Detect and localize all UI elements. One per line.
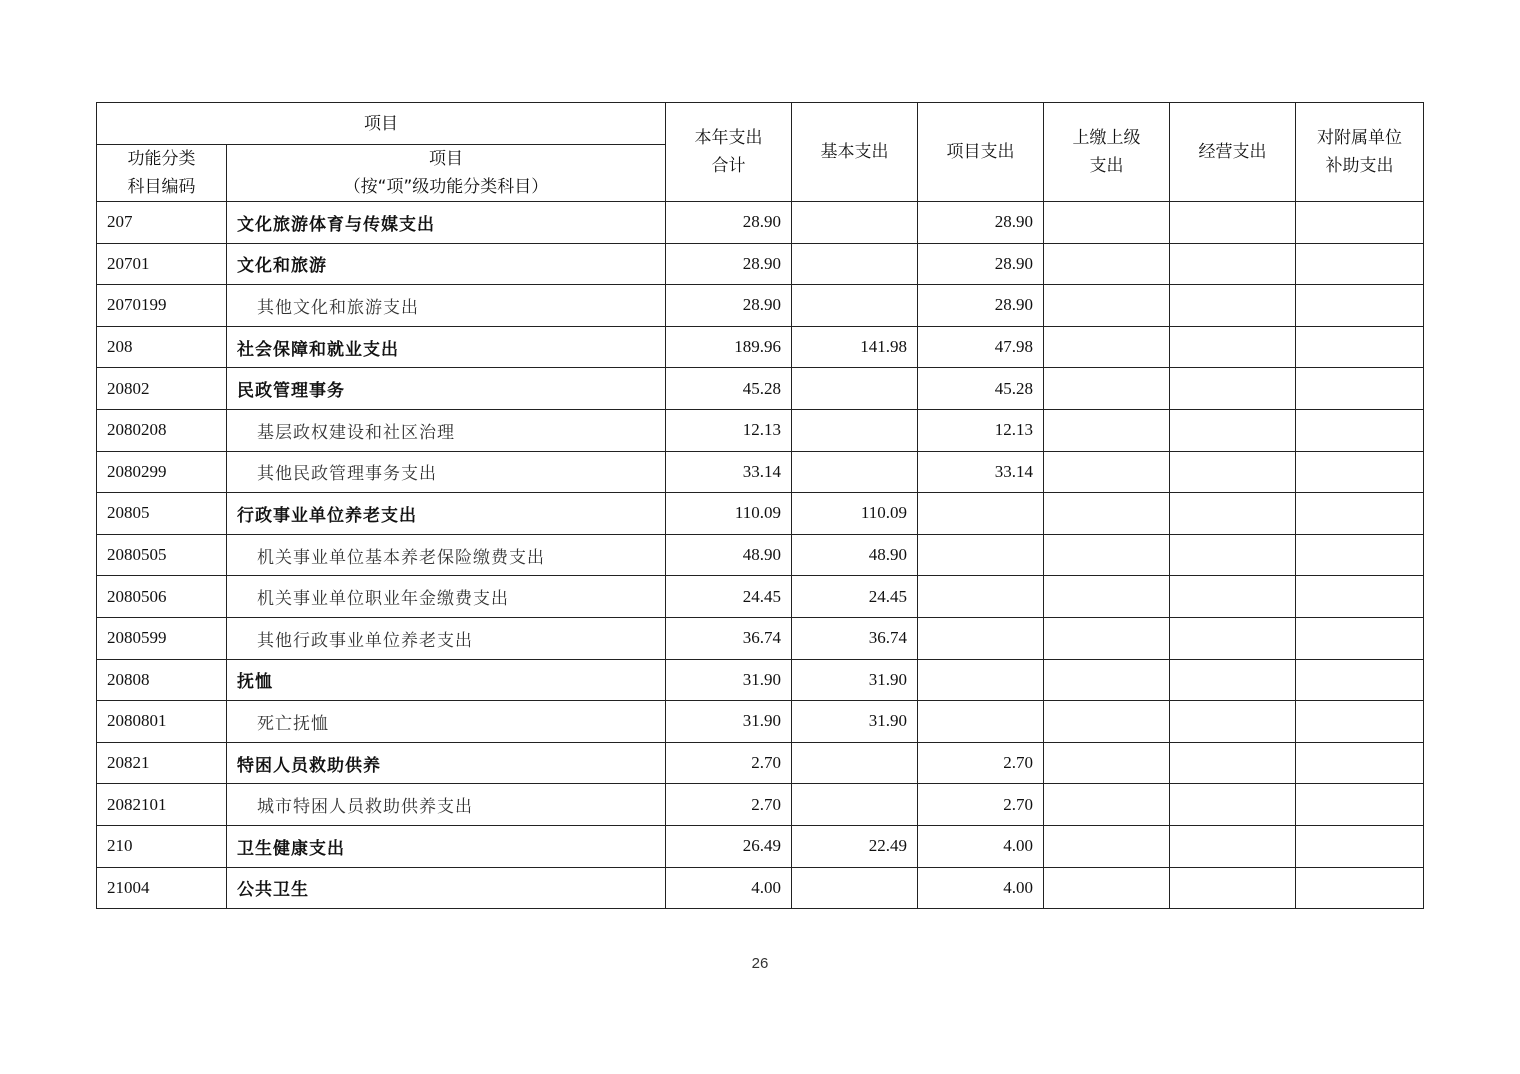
cell-basic [792,867,918,909]
cell-subsidy [1296,451,1424,493]
cell-operating [1170,617,1296,659]
cell-name: 卫生健康支出 [227,825,666,867]
cell-name: 民政管理事务 [227,368,666,410]
cell-project [918,617,1044,659]
cell-operating [1170,243,1296,285]
table-row [97,409,1424,451]
cell-basic: 48.90 [792,534,918,576]
header-total [666,103,792,202]
cell-name: 文化旅游体育与传媒支出 [227,202,666,244]
cell-total: 36.74 [666,617,792,659]
cell-total: 12.13 [666,409,792,451]
table-row [97,285,1424,327]
cell-operating [1170,493,1296,535]
cell-name: 其他行政事业单位养老支出 [227,617,666,659]
cell-remit [1044,368,1170,410]
cell-code: 20821 [97,742,227,784]
cell-subsidy [1296,285,1424,327]
cell-project: 45.28 [918,368,1044,410]
cell-name: 城市特困人员救助供养支出 [227,784,666,826]
cell-operating [1170,202,1296,244]
cell-operating [1170,576,1296,618]
cell-total: 189.96 [666,326,792,368]
cell-total: 31.90 [666,659,792,701]
cell-code: 2082101 [97,784,227,826]
cell-project: 2.70 [918,742,1044,784]
cell-operating [1170,451,1296,493]
table-row [97,867,1424,909]
cell-subsidy [1296,617,1424,659]
cell-total: 26.49 [666,825,792,867]
cell-remit [1044,742,1170,784]
cell-operating [1170,742,1296,784]
table-row [97,576,1424,618]
table-row [97,493,1424,535]
header-remit-line2: 支出 [1089,156,1124,176]
cell-code: 21004 [97,867,227,909]
cell-project [918,701,1044,743]
header-subsidy-line1: 对附属单位 [1317,128,1402,148]
cell-subsidy [1296,701,1424,743]
cell-project [918,493,1044,535]
table-row [97,701,1424,743]
cell-code: 2070199 [97,285,227,327]
cell-remit [1044,409,1170,451]
cell-basic: 31.90 [792,701,918,743]
cell-project: 4.00 [918,867,1044,909]
cell-code: 2080299 [97,451,227,493]
cell-subsidy [1296,368,1424,410]
cell-basic: 110.09 [792,493,918,535]
cell-total: 4.00 [666,867,792,909]
cell-code: 20808 [97,659,227,701]
cell-remit [1044,285,1170,327]
header-remit-line1: 上缴上级 [1072,128,1141,148]
cell-project: 28.90 [918,243,1044,285]
cell-code: 2080506 [97,576,227,618]
cell-project [918,659,1044,701]
cell-code: 2080801 [97,701,227,743]
header-name-line1: 项目 [429,149,463,169]
cell-name: 文化和旅游 [227,243,666,285]
cell-remit [1044,617,1170,659]
cell-subsidy [1296,326,1424,368]
cell-operating [1170,784,1296,826]
cell-name: 抚恤 [227,659,666,701]
header-name-line2: （按“项”级功能分类科目） [343,177,549,197]
cell-code: 208 [97,326,227,368]
cell-basic [792,451,918,493]
cell-name: 公共卫生 [227,867,666,909]
cell-operating [1170,285,1296,327]
cell-basic: 36.74 [792,617,918,659]
cell-name: 机关事业单位基本养老保险缴费支出 [227,534,666,576]
cell-remit [1044,493,1170,535]
table-row [97,326,1424,368]
cell-basic [792,742,918,784]
cell-project [918,534,1044,576]
table-row [97,451,1424,493]
cell-total: 28.90 [666,243,792,285]
expenditure-table [96,102,1424,909]
table-row [97,534,1424,576]
cell-project: 28.90 [918,285,1044,327]
cell-total: 2.70 [666,742,792,784]
cell-code: 20805 [97,493,227,535]
cell-remit [1044,659,1170,701]
header-remit [1044,103,1170,202]
header-total-line1: 本年支出 [694,128,763,148]
cell-remit [1044,326,1170,368]
table-body [97,202,1424,909]
cell-project: 4.00 [918,825,1044,867]
cell-operating [1170,534,1296,576]
cell-remit [1044,534,1170,576]
cell-subsidy [1296,784,1424,826]
cell-total: 28.90 [666,202,792,244]
cell-remit [1044,202,1170,244]
cell-operating [1170,409,1296,451]
cell-total: 2.70 [666,784,792,826]
header-subsidy [1296,103,1424,202]
cell-name: 基层政权建设和社区治理 [227,409,666,451]
cell-project [918,576,1044,618]
cell-subsidy [1296,534,1424,576]
table-row [97,659,1424,701]
cell-total: 33.14 [666,451,792,493]
cell-operating [1170,867,1296,909]
cell-operating [1170,825,1296,867]
cell-total: 45.28 [666,368,792,410]
cell-subsidy [1296,742,1424,784]
cell-name: 特困人员救助供养 [227,742,666,784]
cell-subsidy [1296,202,1424,244]
cell-remit [1044,451,1170,493]
header-project: 项目支出 [918,103,1044,202]
cell-code: 207 [97,202,227,244]
cell-name: 死亡抚恤 [227,701,666,743]
cell-basic [792,409,918,451]
cell-total: 48.90 [666,534,792,576]
cell-basic: 141.98 [792,326,918,368]
cell-operating [1170,326,1296,368]
cell-subsidy [1296,409,1424,451]
cell-operating [1170,701,1296,743]
table-row [97,202,1424,244]
cell-name: 其他文化和旅游支出 [227,285,666,327]
cell-basic [792,285,918,327]
page-number: 26 [751,955,769,972]
table-row [97,784,1424,826]
cell-project: 28.90 [918,202,1044,244]
table-row [97,742,1424,784]
header-code-line2: 科目编码 [127,177,196,197]
cell-code: 2080505 [97,534,227,576]
cell-remit [1044,243,1170,285]
cell-project: 33.14 [918,451,1044,493]
cell-subsidy [1296,825,1424,867]
header-operating: 经营支出 [1170,103,1296,202]
cell-remit [1044,867,1170,909]
table-row [97,617,1424,659]
cell-total: 24.45 [666,576,792,618]
table-row [97,368,1424,410]
header-basic: 基本支出 [792,103,918,202]
header-name [227,145,666,202]
cell-basic [792,368,918,410]
cell-code: 2080208 [97,409,227,451]
cell-total: 110.09 [666,493,792,535]
cell-code: 210 [97,825,227,867]
cell-name: 机关事业单位职业年金缴费支出 [227,576,666,618]
table-row [97,243,1424,285]
header-subsidy-line2: 补助支出 [1325,156,1394,176]
cell-basic [792,784,918,826]
cell-name: 行政事业单位养老支出 [227,493,666,535]
header-code [97,145,227,202]
cell-code: 20701 [97,243,227,285]
header-item-group: 项目 [97,103,666,145]
cell-name: 社会保障和就业支出 [227,326,666,368]
cell-project: 47.98 [918,326,1044,368]
cell-subsidy [1296,659,1424,701]
cell-total: 28.90 [666,285,792,327]
cell-code: 2080599 [97,617,227,659]
cell-remit [1044,701,1170,743]
cell-operating [1170,659,1296,701]
cell-operating [1170,368,1296,410]
cell-subsidy [1296,243,1424,285]
header-code-line1: 功能分类 [127,149,196,169]
table-row [97,825,1424,867]
cell-subsidy [1296,576,1424,618]
cell-total: 31.90 [666,701,792,743]
cell-name: 其他民政管理事务支出 [227,451,666,493]
cell-basic [792,202,918,244]
cell-basic: 31.90 [792,659,918,701]
cell-code: 20802 [97,368,227,410]
cell-remit [1044,825,1170,867]
cell-subsidy [1296,867,1424,909]
cell-basic: 24.45 [792,576,918,618]
cell-basic: 22.49 [792,825,918,867]
cell-project: 12.13 [918,409,1044,451]
cell-subsidy [1296,493,1424,535]
cell-basic [792,243,918,285]
cell-project: 2.70 [918,784,1044,826]
cell-remit [1044,576,1170,618]
cell-remit [1044,784,1170,826]
header-total-line2: 合计 [711,156,746,176]
